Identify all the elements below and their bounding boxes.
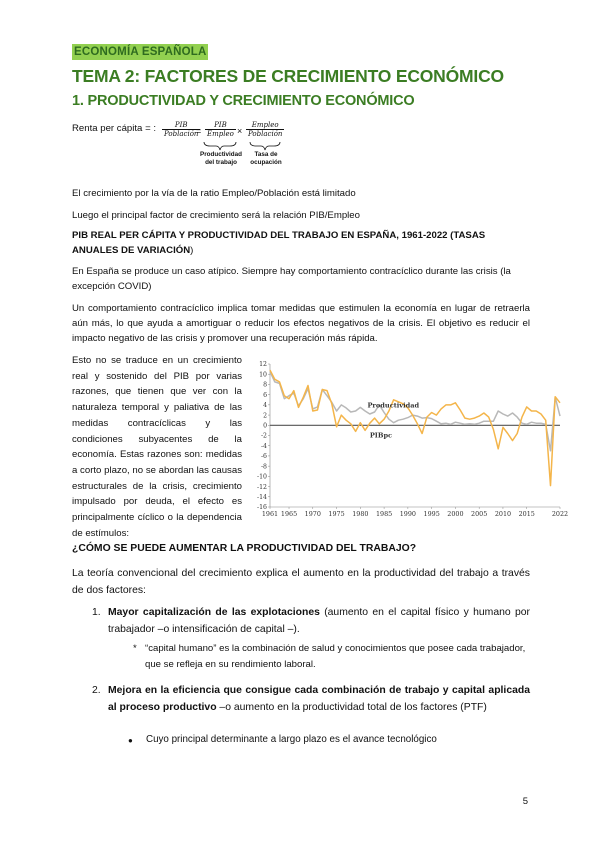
y-tick-label: 12 [259, 361, 267, 369]
underbraces [200, 141, 290, 151]
paragraph-limit: El crecimiento por la vía de la ratio Empleo/Población está limitado [72, 188, 356, 199]
fraction-numerator: PIB [205, 121, 236, 130]
x-tick-label: 1990 [399, 510, 417, 518]
annotation-pibpc: PIBpc [369, 431, 393, 440]
sub-item-human-capital [145, 641, 530, 673]
question-heading: ¿CÓMO SE PUEDE AUMENTAR LA PRODUCTIVIDAD DEL TRABAJO? [72, 543, 417, 554]
y-tick-label: 8 [263, 381, 267, 389]
underbrace-productividad [204, 142, 236, 150]
section-heading: 1. PRODUCTIVIDAD Y CRECIMIENTO ECONÓMICO [72, 93, 415, 109]
x-tick-label: 1985 [375, 510, 393, 518]
item-rest: –o aumento en la productividad total de los factores (PTF) [216, 702, 487, 713]
x-tick-label: 1995 [423, 510, 440, 518]
chart-heading [72, 228, 530, 258]
y-tick-label: -8 [260, 463, 267, 471]
paragraph-theory: La teoría convencional del crecimiento explica el aumento en la productividad del trabajo a través de dos factores: [72, 568, 530, 596]
sub-rest: es la combinación de salud y conocimientos que posee cada trabajador, que se refleja en su rendimiento laboral. [145, 643, 526, 670]
x-tick-label: 1975 [328, 510, 345, 518]
y-tick-label: 6 [263, 391, 267, 399]
sub-quote: “capital humano” [145, 643, 217, 654]
fraction-denominator: Población [248, 130, 283, 138]
fraction-empleo-poblacion [246, 121, 284, 138]
y-tick-label: -6 [260, 453, 267, 461]
line-chart [250, 355, 570, 520]
chart-heading-bold: PIB REAL PER CÁPITA Y PRODUCTIVIDAD DEL TRABAJO EN ESPAÑA, 1961-2022 (TASAS ANUALES DE VARIACIÓN [72, 230, 486, 256]
fraction-denominator: Empleo [207, 130, 234, 138]
x-tick-label: 2000 [447, 510, 464, 518]
x-tick-label: 1970 [304, 510, 321, 518]
fraction-denominator: Población [164, 130, 199, 138]
label-productividad-trabajo [196, 151, 246, 167]
formula [72, 121, 372, 176]
y-tick-label: -16 [257, 504, 267, 512]
item-bold: Mayor capitalización de las explotaciones [108, 607, 320, 618]
label-tasa-ocupacion [245, 151, 287, 167]
paragraph-countercyclical: Un comportamiento contracíclico implica tomar medidas que estimulen la economía en lugar de retraerla aún más, lo que ayuda a amortiguar o reducir los efectos negativos de la crisis. El objetivo es reducir el impacto negativo de las crisis y promover una recuperación más rápida. [72, 303, 530, 344]
y-tick-label: -4 [260, 442, 267, 450]
x-tick-label: 2005 [471, 510, 488, 518]
y-tick-label: -2 [260, 432, 267, 440]
paragraph-atypical: En España se produce un caso atípico. Siempre hay comportamiento contracíclico durante las crisis (la excepción COVID) [72, 266, 511, 292]
label-line: Productividad [200, 151, 242, 158]
y-tick-label: 4 [263, 402, 267, 410]
y-tick-label: 2 [263, 412, 267, 420]
fraction-numerator: PIB [162, 121, 200, 130]
y-tick-label: -10 [257, 473, 267, 481]
x-tick-label: 1961 [261, 510, 279, 518]
sub-bullet-2: ● [128, 736, 133, 745]
item-rest: (aumento en el capital físico y humano por trabajador –o intensificación de capital –). [108, 607, 530, 635]
paragraph-side: Esto no se traduce en un crecimiento real y sostenido del PIB por varias razones, que tienen que ver con la naturaleza temporal y paliativa de las medidas contracíclicas y las condiciones subyacentes de la economía. Estas razones son: medidas a corto plazo, no se abordan las causas estructurales de la crisis, crecimiento impulsado por deuda, el efecto es principalmente cíclico o la dependencia de estímulos: [72, 355, 242, 539]
annotation-productividad: Productividad [367, 401, 420, 410]
label-line: del trabajo [205, 159, 237, 166]
x-tick-label: 2022 [551, 510, 569, 518]
fraction-pib-poblacion [162, 121, 200, 138]
item-bold: Mejora en la eficiencia que consigue cada combinación de trabajo y capital aplicada al proceso productivo [108, 685, 530, 713]
underbrace-ocupacion [250, 142, 280, 150]
formula-lhs: Renta per cápita = : [72, 123, 156, 134]
x-tick-label: 1965 [280, 510, 298, 518]
fraction-pib-empleo [205, 121, 236, 138]
y-tick-label: -14 [257, 493, 267, 501]
x-tick-label: 2010 [494, 510, 512, 518]
fraction-numerator: Empleo [246, 121, 284, 130]
list-number-2: 2. [92, 685, 101, 696]
series-pibpc-line [270, 370, 560, 486]
sub-bullet-1: * [133, 643, 137, 654]
list-item-capitalization [108, 604, 530, 638]
y-tick-label: 0 [263, 422, 267, 430]
document-title: TEMA 2: FACTORES DE CRECIMIENTO ECONÓMICO [72, 66, 504, 86]
list-number-1: 1. [92, 607, 101, 618]
chart-heading-tail: ) [190, 245, 194, 256]
label-line: ocupación [250, 159, 282, 166]
x-tick-label: 2015 [518, 510, 535, 518]
times-sign: × [237, 126, 243, 136]
sub-item-technology: Cuyo principal determinante a largo plazo es el avance tecnológico [146, 734, 437, 745]
equals-sign: = [196, 126, 202, 136]
page-number: 5 [522, 796, 528, 807]
y-tick-label: 10 [259, 371, 267, 379]
list-item-efficiency [108, 682, 530, 716]
label-line: Tasa de [254, 151, 278, 158]
document-tag: ECONOMÍA ESPAÑOLA [74, 46, 207, 58]
x-tick-label: 1980 [352, 510, 369, 518]
y-tick-label: -12 [257, 483, 267, 491]
paragraph-main-factor: Luego el principal factor de crecimiento será la relación PIB/Empleo [72, 210, 360, 221]
